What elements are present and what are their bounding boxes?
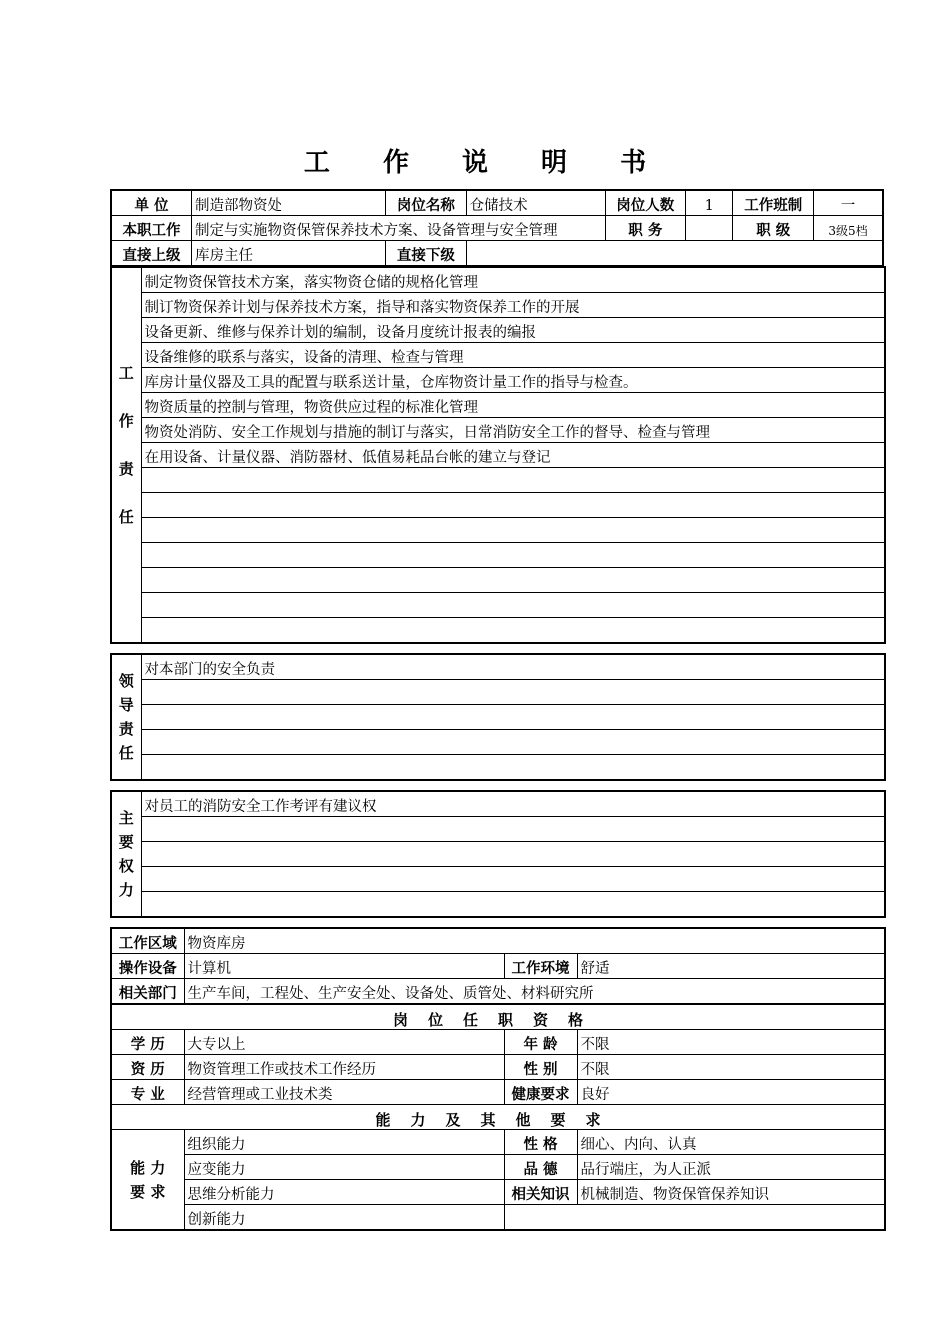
area-label: 工作区域	[111, 928, 184, 954]
subordinate-label: 直接下级	[386, 241, 467, 267]
post-name-value: 仓储技术	[466, 190, 605, 216]
duty-item: 设备更新、维修与保养计划的编制，设备月度统计报表的编报	[141, 318, 885, 343]
level-label: 职 级	[733, 216, 814, 241]
knowledge-value: 机械制造、物资保管保养知识	[577, 1180, 885, 1205]
age-value: 不限	[577, 1030, 885, 1055]
ability-item: 应变能力	[184, 1155, 504, 1180]
header-table	[110, 189, 884, 267]
authority-item	[141, 842, 885, 867]
gender-value: 不限	[577, 1055, 885, 1080]
duty-item	[141, 568, 885, 593]
morality-value: 品行端庄，为人正派	[577, 1155, 885, 1180]
education-value: 大专以上	[184, 1030, 504, 1055]
headcount-label: 岗位人数	[605, 190, 686, 216]
experience-value: 物资管理工作或技术工作经历	[184, 1055, 504, 1080]
post-name-label: 岗位名称	[386, 190, 467, 216]
duty-item	[141, 593, 885, 618]
duty-label: 职 务	[605, 216, 686, 241]
shift-label: 工作班制	[733, 190, 814, 216]
knowledge-label: 相关知识	[504, 1180, 577, 1205]
authority-table	[110, 790, 886, 918]
duty-item: 库房计量仪器及工具的配置与联系送计量，仓库物资计量工作的指导与检查。	[141, 368, 885, 393]
personality-value: 细心、内向、认真	[577, 1130, 885, 1155]
qualifications-heading: 岗位任职资格	[111, 1004, 885, 1030]
equipment-value: 计算机	[184, 954, 504, 979]
major-value: 经营管理或工业技术类	[184, 1080, 504, 1105]
education-label: 学 历	[111, 1030, 184, 1055]
dept-value: 生产车间，工程处、生产安全处、设备处、质管处、材料研究所	[184, 979, 885, 1005]
level-value: 3级5档	[813, 216, 883, 241]
health-value: 良好	[577, 1080, 885, 1105]
unit-value: 制造部物资处	[192, 190, 386, 216]
work-duties-label: 工 作 责 任	[111, 267, 141, 643]
gender-label: 性 别	[504, 1055, 577, 1080]
env-value: 舒适	[577, 954, 885, 979]
leadership-item	[141, 705, 885, 730]
work-duties-table	[110, 266, 886, 644]
health-label: 健康要求	[504, 1080, 577, 1105]
duty-item	[141, 468, 885, 493]
duty-item: 设备维修的联系与落实，设备的清理、检查与管理	[141, 343, 885, 368]
ability-item: 思维分析能力	[184, 1180, 504, 1205]
ability-item: 创新能力	[184, 1205, 504, 1231]
major-label: 专 业	[111, 1080, 184, 1105]
leadership-label: 领 导 责 任	[111, 654, 141, 780]
job-label: 本职工作	[111, 216, 192, 241]
leadership-item	[141, 730, 885, 755]
ability-item: 组织能力	[184, 1130, 504, 1155]
job-description-form	[110, 190, 884, 1231]
abilities-label: 能 力 要 求	[111, 1130, 184, 1231]
authority-item	[141, 867, 885, 892]
page-title: 工 作 说 明 书	[303, 148, 669, 178]
duty-item	[141, 493, 885, 518]
env-label: 工作环境	[504, 954, 577, 979]
age-label: 年 龄	[504, 1030, 577, 1055]
duty-item: 物资处消防、安全工作规划与措施的制订与落实，日常消防安全工作的督导、检查与管理	[141, 418, 885, 443]
authority-label: 主 要 权 力	[111, 791, 141, 917]
abilities-heading: 能力及其他要求	[111, 1105, 885, 1130]
equipment-label: 操作设备	[111, 954, 184, 979]
leadership-table	[110, 653, 886, 781]
leadership-item	[141, 680, 885, 705]
authority-item: 对员工的消防安全工作考评有建议权	[141, 791, 885, 817]
authority-item	[141, 817, 885, 842]
duty-item	[141, 518, 885, 543]
requirements-table	[110, 927, 886, 1231]
authority-item	[141, 892, 885, 918]
duty-item: 制定物资保管技术方案，落实物资仓储的规格化管理	[141, 267, 885, 293]
unit-label: 单 位	[111, 190, 192, 216]
duty-item: 在用设备、计量仪器、消防器材、低值易耗品台帐的建立与登记	[141, 443, 885, 468]
duty-value	[686, 216, 733, 241]
empty-cell	[504, 1205, 885, 1231]
shift-value: 一	[813, 190, 883, 216]
personality-label: 性 格	[504, 1130, 577, 1155]
duty-item	[141, 543, 885, 568]
superior-value: 库房主任	[192, 241, 386, 267]
job-value: 制定与实施物资保管保养技术方案、设备管理与安全管理	[192, 216, 606, 241]
duty-item: 物资质量的控制与管理，物资供应过程的标准化管理	[141, 393, 885, 418]
leadership-item: 对本部门的安全负责	[141, 654, 885, 680]
area-value: 物资库房	[184, 928, 885, 954]
subordinate-value	[466, 241, 883, 267]
duty-item: 制订物资保养计划与保养技术方案，指导和落实物资保养工作的开展	[141, 293, 885, 318]
morality-label: 品 德	[504, 1155, 577, 1180]
experience-label: 资 历	[111, 1055, 184, 1080]
headcount-value: 1	[686, 190, 733, 216]
duty-item	[141, 618, 885, 644]
leadership-item	[141, 755, 885, 781]
dept-label: 相关部门	[111, 979, 184, 1005]
superior-label: 直接上级	[111, 241, 192, 267]
